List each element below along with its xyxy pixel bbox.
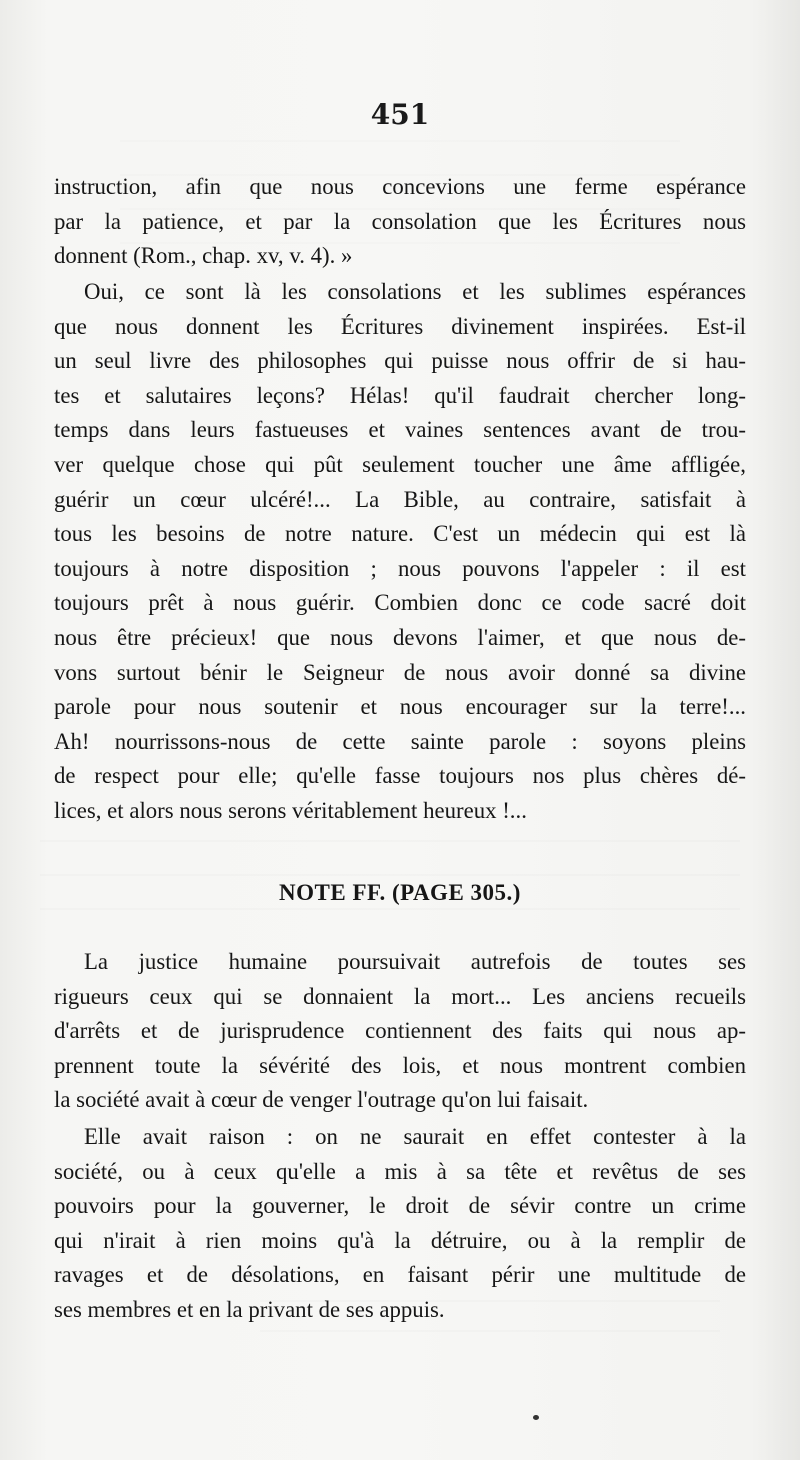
text-line: ravages et de désolations, en faisant périr une multitude de <box>54 1262 746 1288</box>
page-number: 451 <box>370 98 430 131</box>
text-line: un seul livre des philosophes qui puisse nous offrir de si hau- <box>54 348 746 374</box>
text-line: rigueurs ceux qui se donnaient la mort... Les anciens recueils <box>54 983 746 1009</box>
text-line: d'arrêts et de jurisprudence contiennent des faits qui nous ap- <box>54 1018 746 1044</box>
text-line: la société avait à cœur de venger l'outrage qu'on lui faisait. <box>54 1087 589 1113</box>
text-line: qui n'irait à rien moins qu'à la détruire, ou à la remplir de <box>54 1227 746 1253</box>
paragraph-scriptures <box>54 275 746 829</box>
text-line: ses membres et en la privant de ses appuis. <box>54 1296 445 1322</box>
ink-speck <box>533 1415 539 1420</box>
text-line: que nous donnent les Écritures divinement inspirées. Est-il <box>54 313 746 339</box>
text-line: vons surtout bénir le Seigneur de nous avoir donné sa divine <box>54 659 746 685</box>
text-line: tes et salutaires leçons? Hélas! qu'il faudrait chercher long- <box>54 382 746 408</box>
text-line: Elle avait raison : on ne saurait en effet contester à la <box>84 1124 746 1149</box>
text-line: temps dans leurs fastueuses et vaines sentences avant de trou- <box>54 417 746 443</box>
text-line: tous les besoins de notre nature. C'est un médecin qui est là <box>54 521 746 547</box>
text-line: nous être précieux! que nous devons l'aimer, et que nous de- <box>54 624 746 650</box>
text-line: société, ou à ceux qu'elle a mis à sa tête et revêtus de ses <box>54 1158 746 1184</box>
note-heading: NOTE FF. (PAGE 305.) <box>279 880 521 905</box>
text-line: Ah! nourrissons-nous de cette sainte parole : soyons pleins <box>54 728 746 754</box>
text-line: toujours prêt à nous guérir. Combien donc ce code sacré doit <box>54 590 746 616</box>
text-line: pouvoirs pour la gouverner, le droit de sévir contre un crime <box>54 1193 746 1219</box>
text-line: La justice humaine poursuivait autrefois de toutes ses <box>84 949 746 974</box>
text-line: lices, et alors nous serons véritablement heureux !... <box>54 797 527 823</box>
text-line: de respect pour elle; qu'elle fasse toujours nos plus chères dé- <box>54 763 746 789</box>
text-line: parole pour nous soutenir et nous encourager sur la terre!... <box>54 694 746 720</box>
paragraph-justice <box>54 945 746 1118</box>
text-line: par la patience, et par la consolation que les Écritures nous <box>54 208 746 234</box>
text-line: toujours à notre disposition ; nous pouvons l'appeler : il est <box>54 555 746 581</box>
text-line: instruction, afin que nous concevions une ferme espérance <box>54 174 746 199</box>
continued-quotation <box>54 170 746 274</box>
text-line: prennent toute la sévérité des lois, et nous montrent combien <box>54 1052 746 1078</box>
text-line: Oui, ce sont là les consolations et les sublimes espérances <box>84 279 746 304</box>
paragraph-society <box>54 1120 746 1328</box>
text-line: guérir un cœur ulcéré!... La Bible, au contraire, satisfait à <box>54 486 746 512</box>
text-line: donnent (Rom., chap. xv, v. 4). » <box>54 243 353 269</box>
text-line: ver quelque chose qui pût seulement toucher une âme affligée, <box>54 451 746 477</box>
